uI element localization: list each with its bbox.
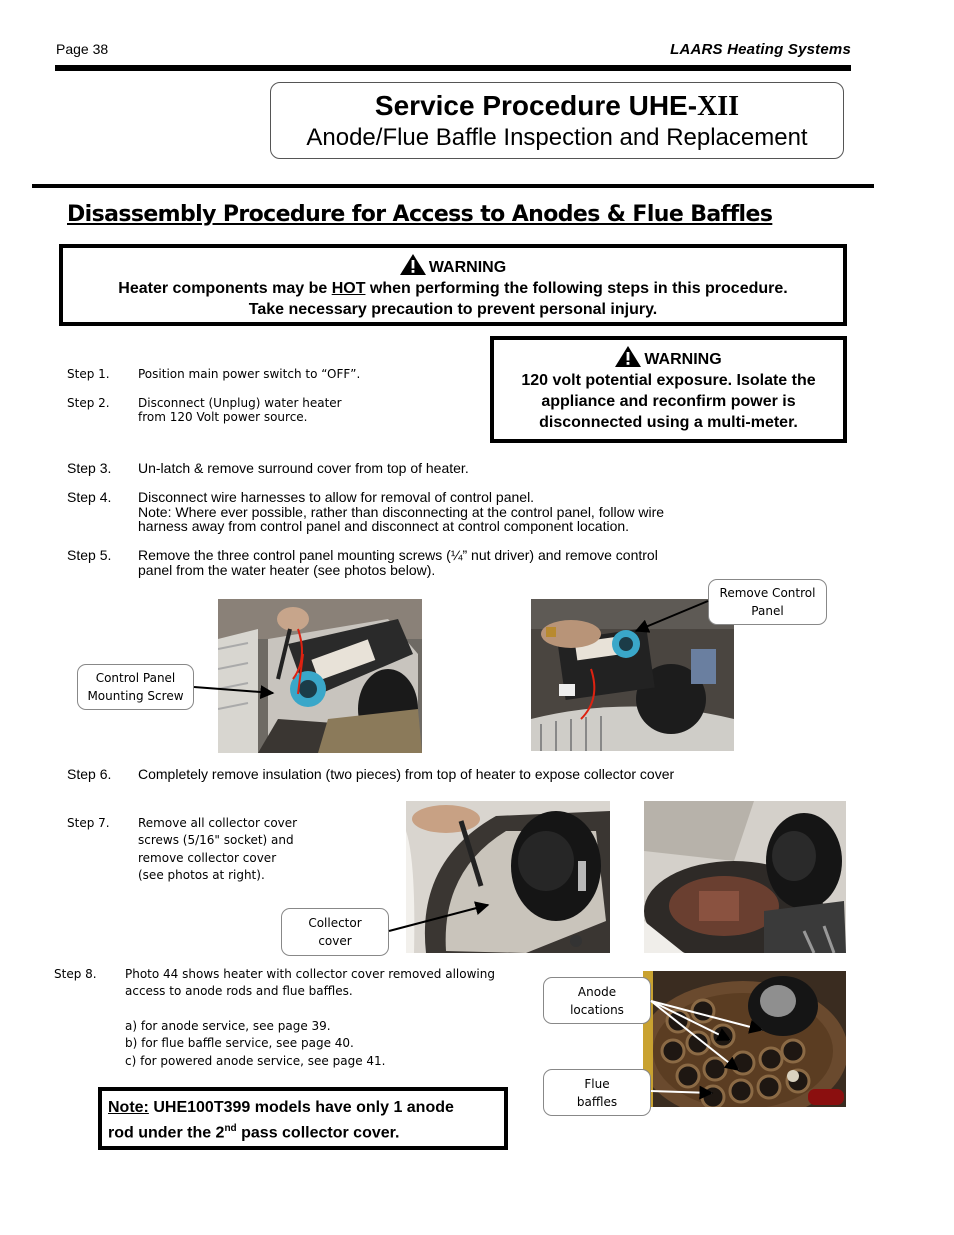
step-label: Step 4. <box>67 489 112 505</box>
note-line-1: Note: UHE100T399 models have only 1 anode <box>108 1099 454 1116</box>
callout-control-panel-screw: Control Panel Mounting Screw <box>77 664 194 710</box>
warning-line-1: 120 volt potential exposure. Isolate the <box>521 372 816 389</box>
note-box <box>98 1087 508 1150</box>
step-text: Completely remove insulation (two pieces) from top of heater to expose collector cover <box>138 766 675 782</box>
warning-line-3: disconnected using a multi-meter. <box>539 414 798 431</box>
step-text: Un-latch & remove surround cover from top of heater. <box>138 460 469 476</box>
subitem-anode: a) for anode service, see page 39. <box>125 1018 331 1033</box>
page-subtitle: Anode/Flue Baffle Inspection and Replacement <box>306 124 808 151</box>
step-label: Step 3. <box>67 460 112 476</box>
title-numeral: XII <box>697 91 740 122</box>
hot-emphasis: HOT <box>331 280 366 297</box>
warning-line-2: Take necessary precaution to prevent personal injury. <box>248 301 658 318</box>
step-label: Step 1. <box>67 367 110 381</box>
step-text: Remove all collector cover screws (5/16" socket) and remove collector cover (see photos at right). <box>138 816 298 883</box>
step-label: Step 5. <box>67 547 112 563</box>
note-line-2: rod under the 2nd pass collector cover. <box>108 1123 400 1142</box>
warning-heading: WARNING <box>494 346 843 370</box>
step-label: Step 2. <box>67 396 110 410</box>
callout-flue-baffles: Flue baffles <box>543 1069 651 1116</box>
step-text: Position main power switch to “OFF”. <box>138 367 361 381</box>
note-label: Note: <box>108 1099 149 1116</box>
warning-line-1: Heater components may be HOT when performing the following steps in this procedure. <box>118 280 788 297</box>
brand-name: LAARS Heating Systems <box>670 41 851 58</box>
step-text: Remove the three control panel mounting screws (¼” nut driver) and remove control panel from the water heater (see photos below). <box>138 547 658 578</box>
page-title: Service Procedure UHE-XII <box>374 90 740 122</box>
warning-heading: WARNING <box>63 254 843 278</box>
warning-line-2: appliance and reconfirm power is <box>541 393 796 410</box>
step-label: Step 6. <box>67 766 112 782</box>
page-number: Page 38 <box>56 41 109 57</box>
callout-anode-locations: Anode locations <box>543 977 651 1024</box>
subitem-flue-baffle: b) for flue baffle service, see page 40. <box>125 1036 354 1051</box>
step-label: Step 7. <box>67 816 110 830</box>
step-text: Disconnect wire harnesses to allow for removal of control panel. Note: Where ever possible, rather than disconnecting at the control panel, follow wire harness away from control panel and disconnect at control component location. <box>138 489 665 534</box>
step-text: Photo 44 shows heater with collector cover removed allowing access to anode rods and flue baffles. a) for anode service, see page 39. b) for flue baffle service, see page 40. c) for powered anode service, see page 41. <box>125 966 495 1070</box>
callout-collector-cover: Collector cover <box>281 908 389 956</box>
subitem-powered-anode: c) for powered anode service, see page 41. <box>125 1053 386 1068</box>
step-label: Step 8. <box>54 967 97 981</box>
section-heading: Disassembly Procedure for Access to Anodes & Flue Baffles <box>67 202 773 227</box>
callout-remove-control-panel: Remove Control Panel <box>708 579 827 625</box>
step-text: Disconnect (Unplug) water heater from 120 Volt power source. <box>138 396 342 424</box>
